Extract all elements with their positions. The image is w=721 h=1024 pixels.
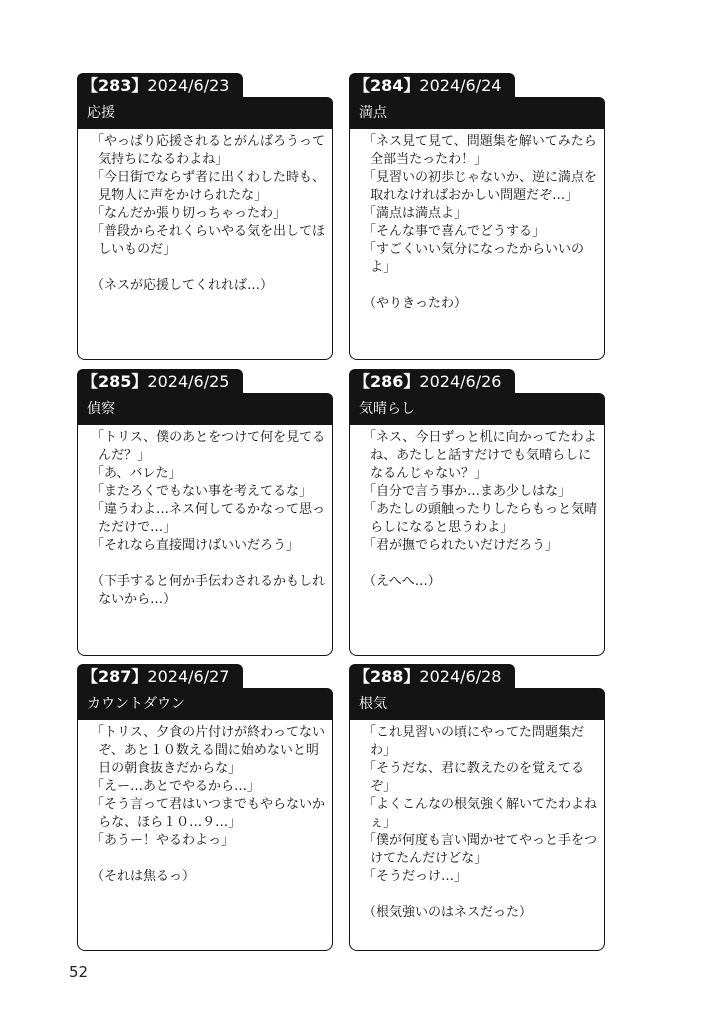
card-title: 偵察 (77, 393, 333, 425)
dialogue-line: 「満点は満点よ」 (363, 206, 468, 221)
dialogue-line: 「見習いの初歩じゃないか、逆に満点を取れなければおかしい問題だぞ…」 (363, 170, 598, 203)
card-note: （やりきったわ） (363, 296, 468, 311)
dialogue-line: 「それなら直接聞けばいいだろう」 (91, 538, 300, 553)
dialogue-line: 「今日街でならず者に出くわした時も、見物人に声をかけられたな」 (91, 170, 326, 203)
card-date: 2024/6/26 (419, 372, 502, 391)
dialogue-line: 「あうー！やるわよっ」 (91, 833, 235, 848)
card-date: 2024/6/27 (147, 667, 230, 686)
card-number: 【285】 (82, 372, 148, 391)
dialogue-line: 「ネス見て見て、問題集を解いてみたら全部当たったわ！」 (363, 134, 597, 167)
dialogue-line: 「ネス、今日ずっと机に向かってたわよね、あたしと話すだけでも気晴らしになるんじゃない？」 (363, 430, 597, 481)
card-body (77, 424, 333, 656)
card-title: カウントダウン (77, 688, 333, 720)
card-header-tab (77, 73, 243, 98)
dialogue-line: 「あたしの頭触ったりしたらもっと気晴らしになると思うわよ」 (363, 502, 598, 535)
dialogue-line: 「そう言って君はいつまでもやらないからな、ほら１０…９…」 (91, 797, 326, 830)
dialogue-line: 「トリス、僕のあとをつけて何を見てるんだ？」 (91, 430, 326, 463)
card-header-tab (349, 73, 515, 98)
card-number: 【288】 (354, 667, 420, 686)
dialogue-line: 「そんな事で喜んでどうする」 (363, 224, 546, 239)
dialogue-line: 「えー…あとでやるから…」 (91, 779, 261, 794)
diary-card-285 (77, 369, 333, 656)
card-number: 【287】 (82, 667, 148, 686)
card-note: （それは焦るっ） (91, 869, 196, 884)
card-header-tab (349, 369, 515, 394)
card-date: 2024/6/28 (419, 667, 502, 686)
dialogue-line: 「なんだか張り切っちゃったわ」 (91, 206, 287, 221)
dialogue-line: 「違うわよ…ネス何してるかなって思っただけで…」 (91, 502, 326, 535)
dialogue-line: 「自分で言う事か…まあ少しはな」 (363, 484, 572, 499)
card-number: 【286】 (354, 372, 420, 391)
diary-card-286 (349, 369, 605, 656)
diary-card-288 (349, 664, 605, 951)
diary-card-287 (77, 664, 333, 951)
card-date: 2024/6/25 (147, 372, 230, 391)
dialogue-line: 「君が撫でられたいだけだろう」 (363, 538, 559, 553)
card-title: 根気 (349, 688, 605, 720)
dialogue-line: 「これ見習いの頃にやってた問題集だわ」 (363, 725, 585, 758)
diary-card-284 (349, 73, 605, 360)
card-body (349, 719, 605, 951)
page-number: 52 (69, 963, 89, 981)
card-body (77, 719, 333, 951)
card-date: 2024/6/23 (147, 76, 230, 95)
dialogue-line: 「そうだっけ…」 (363, 869, 468, 884)
card-note: （下手すると何か手伝わされるかもしれないから…） (91, 574, 326, 607)
dialogue-line: 「あ、バレた」 (91, 466, 182, 481)
dialogue-line: 「普段からそれくらいやる気を出してほしいものだ」 (91, 224, 326, 257)
card-date: 2024/6/24 (419, 76, 502, 95)
card-number: 【283】 (82, 76, 148, 95)
card-title: 満点 (349, 97, 605, 129)
card-note: （ネスが応援してくれれば…） (91, 278, 274, 293)
dialogue-line: 「またろくでもない事を考えてるな」 (91, 484, 313, 499)
diary-card-283 (77, 73, 333, 360)
card-body (349, 128, 605, 360)
card-header-tab (77, 369, 243, 394)
dialogue-line: 「すごくいい気分になったからいいのよ」 (363, 242, 585, 275)
dialogue-line: 「僕が何度も言い聞かせてやっと手をつけてたんだけどな」 (363, 833, 598, 866)
card-title: 応援 (77, 97, 333, 129)
card-note: （根気強いのはネスだった） (363, 905, 533, 920)
dialogue-line: 「トリス、夕食の片付けが終わってないぞ、あと１０数える間に始めないと明日の朝食抜きだからな」 (91, 725, 326, 776)
dialogue-line: 「そうだな、君に教えたのを覚えてるぞ」 (363, 761, 585, 794)
card-number: 【284】 (354, 76, 420, 95)
card-body (77, 128, 333, 360)
dialogue-line: 「やっぱり応援されるとがんばろうって気持ちになるわよね」 (91, 134, 326, 167)
card-header-tab (349, 664, 515, 689)
card-header-tab (77, 664, 243, 689)
dialogue-line: 「よくこんなの根気強く解いてたわよねぇ」 (363, 797, 598, 830)
card-note: （えへへ…） (363, 574, 441, 589)
card-body (349, 424, 605, 656)
card-title: 気晴らし (349, 393, 605, 425)
